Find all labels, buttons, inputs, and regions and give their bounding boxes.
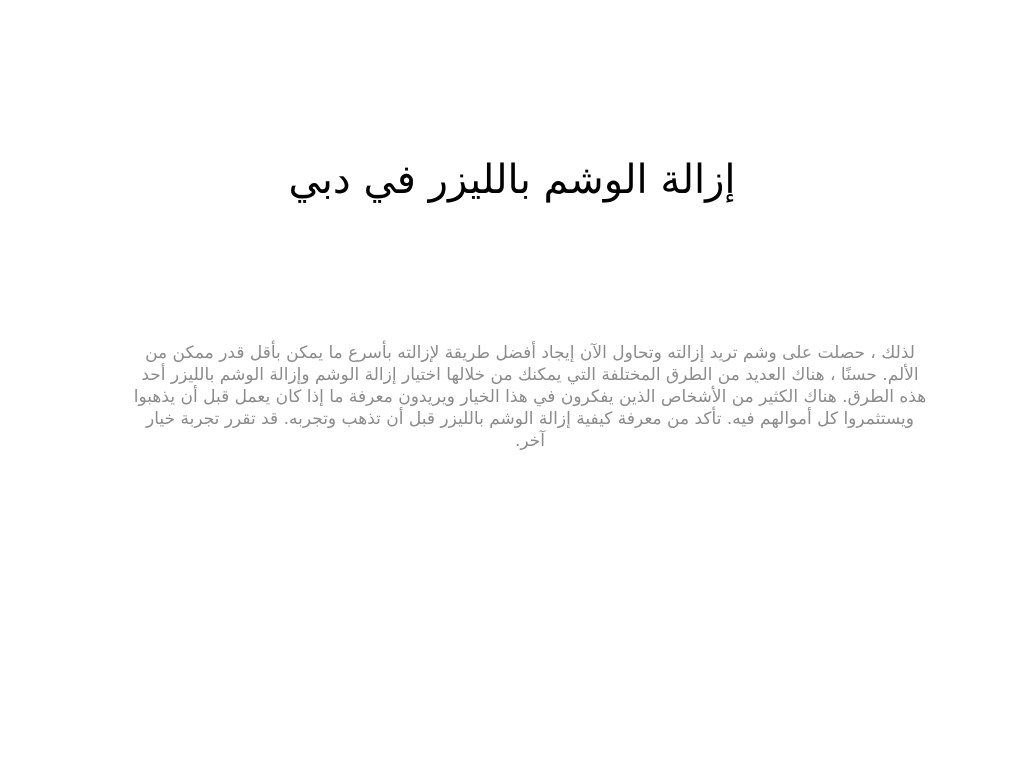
slide-title: إزالة الوشم بالليزر في دبي xyxy=(288,157,736,203)
slide-body-text: لذلك ، حصلت على وشم تريد إزالته وتحاول الآن إيجاد أفضل طريقة لإزالته بأسرع ما يمكن بأقل قدر ممكن من الألم. حسنًا ، هناك العديد من الطرق المختلفة التي يمكنك من خلالها اختيار إزالة الوشم وإزالة الوشم بالليزر أحد هذه الطرق. هناك الكثير من الأشخاص الذين يفكرون في هذا الخيار ويريدون معرفة ما إذا كان يعمل قبل أن يذهبوا ويستثمروا كل أموالهم فيه. تأكد من معرفة كيفية إزالة الوشم بالليزر قبل أن تذهب وتجربه. قد تقرر تجربة خيار آخر. xyxy=(133,343,927,451)
